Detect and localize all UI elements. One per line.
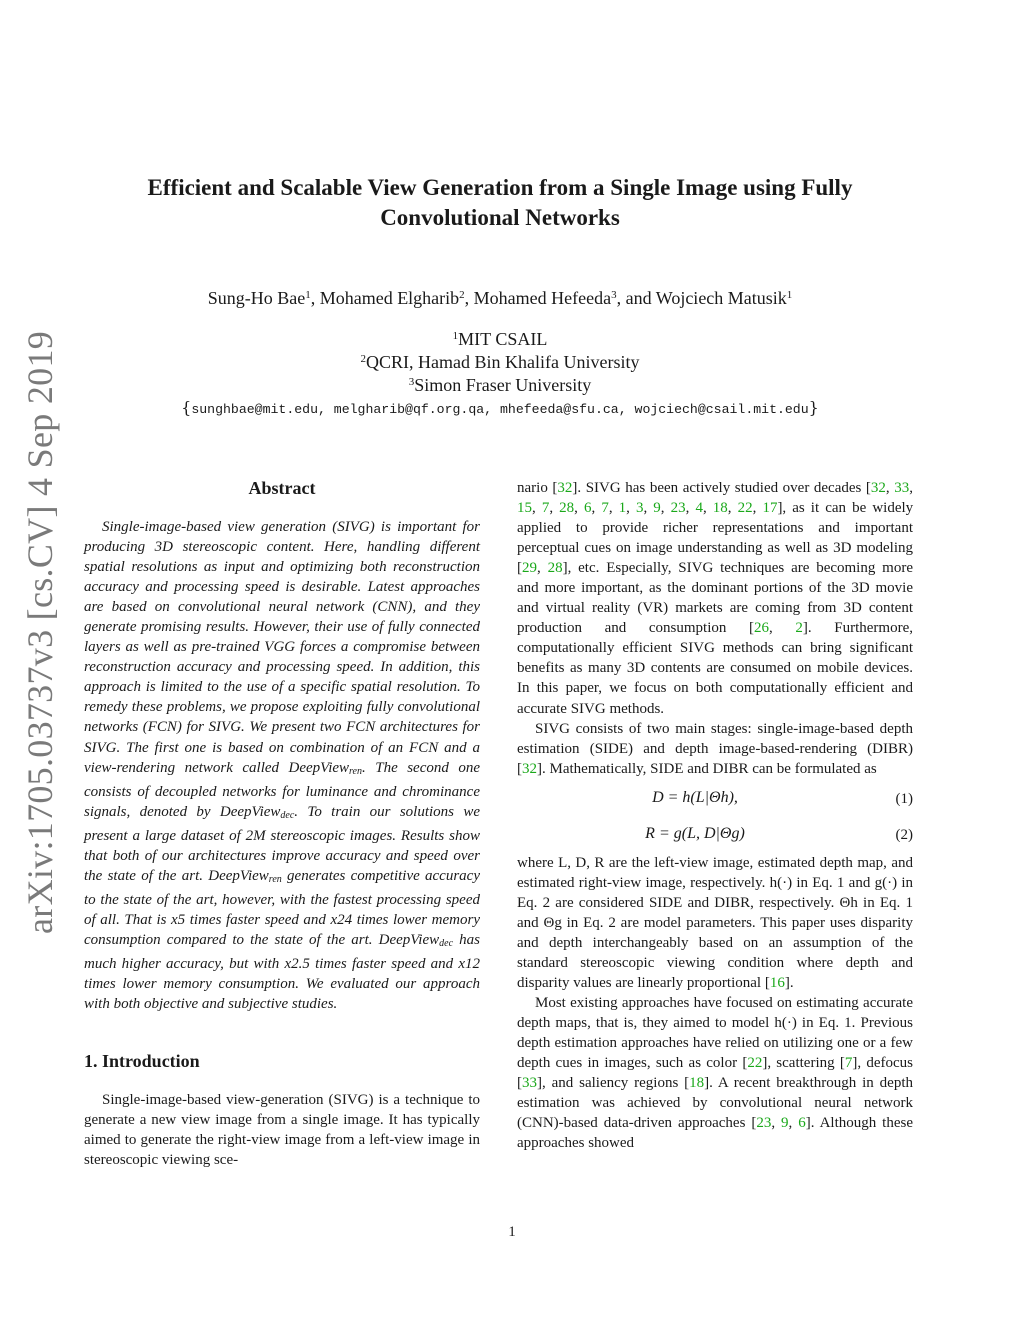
- title-line-1: Efficient and Scalable View Generation from a Single Image using Fully: [147, 175, 853, 200]
- citation-link[interactable]: 26: [754, 620, 770, 637]
- intro-paragraph: Single-image-based view-generation (SIVG) is a technique to generate a new view image from a single image. It has typically aimed to generate the right-view image from a left-view image in stereoscopic viewing sce-: [84, 1092, 480, 1169]
- citation-link[interactable]: 7: [844, 1055, 853, 1072]
- citation-link[interactable]: 28: [547, 560, 563, 577]
- author-3: , Mohamed Hefeeda: [464, 288, 612, 308]
- equation-2: [517, 815, 913, 853]
- paper-title: [60, 173, 940, 233]
- equation-2-body: R = g(L, D|Θg): [645, 824, 745, 842]
- equation-1-number: (1): [895, 790, 913, 807]
- citation-link[interactable]: 9: [653, 500, 661, 517]
- affiliation-2: $^2$QCRI, Hamad Bin Khalifa University: [360, 352, 640, 372]
- citation-link[interactable]: 9: [781, 1115, 789, 1132]
- citation-link[interactable]: 18: [712, 500, 728, 517]
- depth-paragraph: Most existing approaches have focused on estimating accurate depth maps, that is, they aimed to model h(·) in Eq. 1. Previous depth estimation approaches have relied on utilizing one or a few depth cues in images, such as color [22], scattering [7], defocus [33], and saliency regions [18]. A recent breakthrough in depth estimation was achieved by convolutional neural network (CNN)-based data-driven approaches [23, 9, 6]. Although these approaches showed: [517, 995, 914, 1152]
- citation-link[interactable]: 28: [559, 500, 575, 517]
- citation-link[interactable]: 32: [557, 480, 573, 496]
- citation-link[interactable]: 22: [737, 500, 753, 517]
- citation-list[interactable]: 32, 33, 15, 7, 28, 6, 7, 1, 3, 9, 23, 4, 18, 22, 17: [517, 480, 913, 517]
- equation-1-body: D = h(L|Θh),: [652, 788, 738, 806]
- citation-link[interactable]: 32: [522, 760, 537, 777]
- citation-link[interactable]: 7: [541, 500, 550, 517]
- citation-link[interactable]: 6: [583, 500, 592, 517]
- equation-2-number: (2): [895, 826, 913, 843]
- author-list: Sung-Ho Bae$^1$, Mohamed Elgharib$^2$, Mohamed Hefeeda$^3$, and Wojciech Matusik$^1$: [207, 288, 793, 308]
- title-line-2: Convolutional Networks: [380, 205, 620, 230]
- citation-link[interactable]: 18: [689, 1075, 705, 1092]
- right-column: [517, 478, 913, 1153]
- citation-link[interactable]: 33: [894, 480, 910, 496]
- arxiv-side-stamp: arXiv:1705.03737v3 [cs.CV] 4 Sep 2019: [20, 330, 60, 934]
- notation-paragraph: where L, D, R are the left-view image, estimated depth map, and estimated right-view image, respectively. h(·) in Eq. 1 and g(·) in Eq. 2 are considered SIDE and DIBR, respectively. Θh in Eq. 1 and Θg in Eq. 2 are model parameters. This paper uses disparity and depth interchangeably based on an assumption of the standard stereoscopic viewing condition where depth and disparity values are linearly proportional [16].: [517, 854, 913, 991]
- introduction-heading: 1. Introduction: [84, 1051, 200, 1072]
- citation-link[interactable]: 23: [670, 500, 686, 517]
- intro-paragraph-cont: nario [32]. SIVG has been actively studied over decades [32, 33, 15, 7, 28, 6, 7, 1, 3, 9, 23, 4, 18, 22, 17], as it can be widely applied to provide richer representations and important perceptual cues on image understanding as well as 3D modeling [29, 28], etc. Especially, SIVG techniques are becoming more and more important, as the dominant portions of the 3D movie and virtual reality (VR) markets are coming from 3D content production and consumption [26, 2]. Furthermore, computationally efficient SIVG methods can bring significant benefits as many 3D contents are consumed on mobile devices. In this paper, we focus on both computationally efficient and accurate SIVG methods.: [517, 480, 914, 717]
- left-column: [84, 477, 480, 1170]
- author-4: , and Wojciech Matusik: [616, 288, 787, 308]
- citation-link[interactable]: 3: [635, 500, 644, 517]
- citation-link[interactable]: 22: [747, 1055, 763, 1072]
- citation-link[interactable]: 29: [522, 560, 537, 577]
- email-list[interactable]: sunghbae@mit.edu, melgharib@qf.org.qa, mhefeeda@sfu.ca, wojciech@csail.mit.edu: [191, 402, 809, 417]
- citation-link[interactable]: 1: [618, 500, 627, 517]
- abstract-text: Single-image-based view generation (SIVG) is important for producing 3D stereoscopic content. Here, handling different spatial resolutions as input and optimizing both reconstruction accuracy and processing speed is desirable. Latest approaches are based on convolutional neural network (CNN), and they generate promising results. However, their use of fully connected layers as well as pre-trained VGG forces a compromise between reconstruction accuracy and processing speed. In addition, this approach is limited to the use of a specific spatial resolution. To remedy these problems, we propose exploiting fully convolutional networks (FCN) for SIVG. We present two FCN architectures for SIVG. The first one is based on combination of an FCN and a view-rendering network called DeepView$_{ren}$. The second one consists of decoupled networks for luminance and chrominance signals, denoted by DeepView$_{dec}$. To train our solutions we present a large dataset of 2M stereoscopic images. Results show that both of our architectures improve accuracy and speed over the state of the art. DeepView$_{ren}$ generates competitive accuracy to the state of the art, however, with the fastest processing speed of all. That is x5 times faster speed and x24 times lower memory consumption compared to the state of the art. DeepView$_{dec}$ has much higher accuracy, but with x2.5 times faster speed and x12 times lower memory consumption. We evaluated our approach with both objective and subjective studies.: [84, 519, 480, 1013]
- citation-link[interactable]: 17: [762, 500, 778, 517]
- affiliation-3: $^3$Simon Fraser University: [408, 375, 592, 395]
- equation-1: [517, 779, 913, 815]
- abstract-heading: Abstract: [248, 478, 316, 498]
- citation-link[interactable]: 23: [756, 1115, 772, 1132]
- citation-link[interactable]: 4: [695, 500, 703, 517]
- affiliation-1: $^1$MIT CSAIL: [452, 329, 548, 349]
- citation-link[interactable]: 16: [769, 974, 785, 991]
- page-number: 1: [508, 1224, 516, 1240]
- author-2: , Mohamed Elgharib: [310, 288, 460, 308]
- citation-link[interactable]: 2: [795, 620, 803, 637]
- citation-link[interactable]: 32: [870, 480, 886, 496]
- citation-link[interactable]: 6: [798, 1115, 806, 1132]
- citation-link[interactable]: 15: [517, 500, 532, 517]
- author-emails: {sunghbae@mit.edu, melgharib@qf.org.qa, mhefeeda@sfu.ca, wojciech@csail.mit.edu}: [181, 398, 819, 417]
- sivg-paragraph: SIVG consists of two main stages: single-image-based depth estimation (SIDE) and depth image-based-rendering (DIBR) [32]. Mathematically, SIDE and DIBR can be formulated as: [517, 720, 913, 777]
- citation-link[interactable]: 33: [522, 1075, 537, 1092]
- author-1: Sung-Ho Bae: [207, 288, 306, 308]
- citation-link[interactable]: 7: [601, 500, 609, 517]
